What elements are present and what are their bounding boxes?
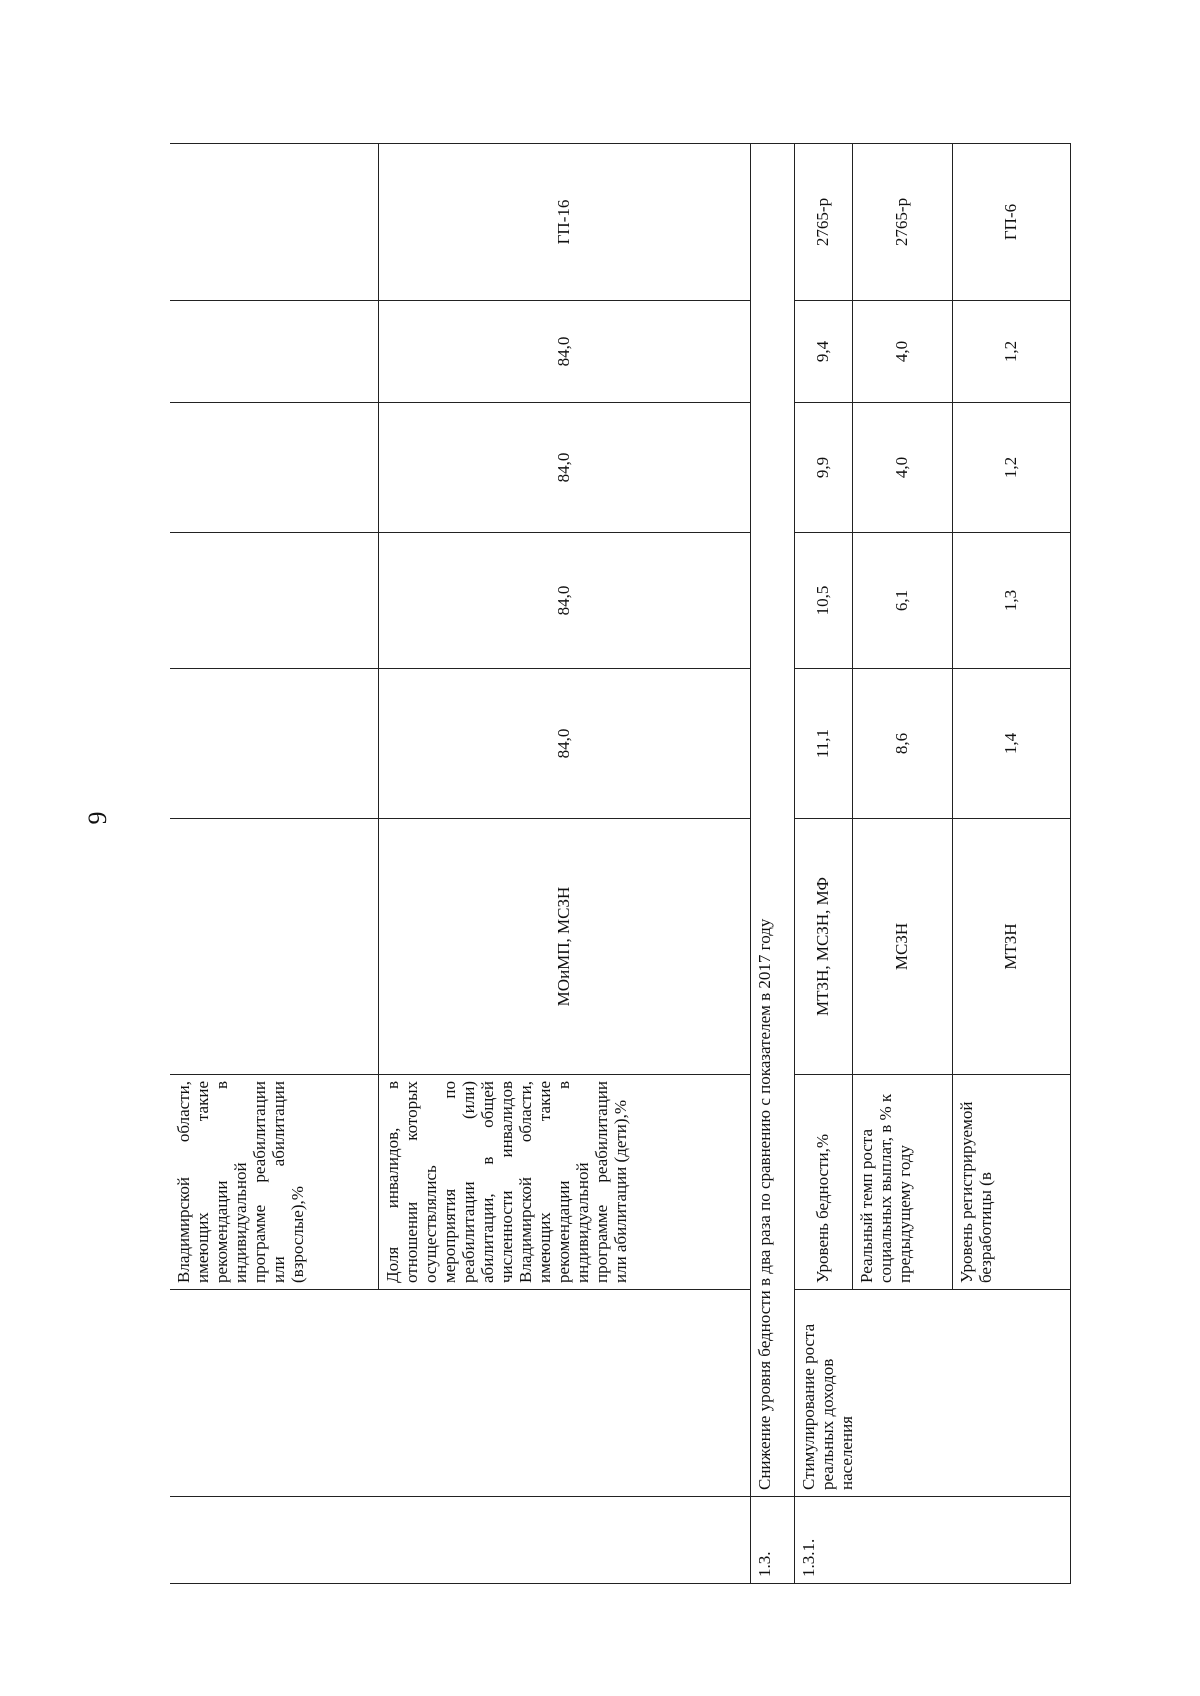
value-cell: 11,1 (794, 669, 852, 819)
executor-cell: МСЗН (852, 819, 952, 1075)
source-cell: ГП-6 (952, 144, 1070, 301)
indicator-cell: Уровень бедности,% (794, 1075, 852, 1290)
indicators-table (170, 143, 1071, 1584)
value-cell: 10,5 (794, 533, 852, 669)
executor-cell: МТЗН, МСЗН, МФ (794, 819, 852, 1075)
indicator-cell: Доля инвалидов, в отношении которых осуществлялись мероприятия по реабилитации (или) абилитации, в общей численности инвалидов Владимирской области, имеющих такие рекомендации в индивидуальной программе реабилитации или абилитации (дети),% (378, 1075, 750, 1290)
section-number-cell: 1.3. (750, 1497, 794, 1584)
value-cell (170, 533, 378, 669)
row-number-cell (170, 1497, 750, 1584)
value-cell: 1,2 (952, 403, 1070, 533)
executor-cell: МОиМП, МСЗН (378, 819, 750, 1075)
value-cell: 4,0 (852, 301, 952, 403)
value-cell: 1,4 (952, 669, 1070, 819)
section-title-cell: Снижение уровня бедности в два раза по сравнению с показателем в 2017 году (750, 144, 794, 1497)
indicator-cell: Уровень регистрируемой безработицы (в (952, 1075, 1070, 1290)
page-number: 9 (83, 811, 112, 825)
value-cell (170, 301, 378, 403)
value-cell: 8,6 (852, 669, 952, 819)
value-cell: 84,0 (378, 301, 750, 403)
event-cell: Стимулирование роста реальных доходов населения (794, 1290, 1070, 1497)
value-cell: 1,3 (952, 533, 1070, 669)
value-cell: 84,0 (378, 533, 750, 669)
value-cell: 84,0 (378, 403, 750, 533)
source-cell: 2765-р (794, 144, 852, 301)
row-number-cell: 1.3.1. (794, 1497, 1070, 1584)
indicator-cell: Реальный темп роста социальных выплат, в % к предыдущему году (852, 1075, 952, 1290)
value-cell: 9,9 (794, 403, 852, 533)
value-cell (170, 403, 378, 533)
section-row (750, 144, 794, 1584)
executor-cell (170, 819, 378, 1075)
value-cell: 84,0 (378, 669, 750, 819)
value-cell (170, 669, 378, 819)
source-cell: 2765-р (852, 144, 952, 301)
value-cell: 4,0 (852, 403, 952, 533)
indicator-cell: Владимирской области, имеющих такие рекомендации в индивидуальной программе реабилитации или абилитации (взрослые),% (170, 1075, 378, 1290)
source-cell: ГП-16 (378, 144, 750, 301)
executor-cell: МТЗН (952, 819, 1070, 1075)
value-cell: 9,4 (794, 301, 852, 403)
rotated-table-container (170, 144, 1021, 1584)
table-row (794, 144, 852, 1584)
source-cell (170, 144, 378, 301)
event-cell (170, 1290, 750, 1497)
value-cell: 1,2 (952, 301, 1070, 403)
table-row (170, 144, 378, 1584)
value-cell: 6,1 (852, 533, 952, 669)
